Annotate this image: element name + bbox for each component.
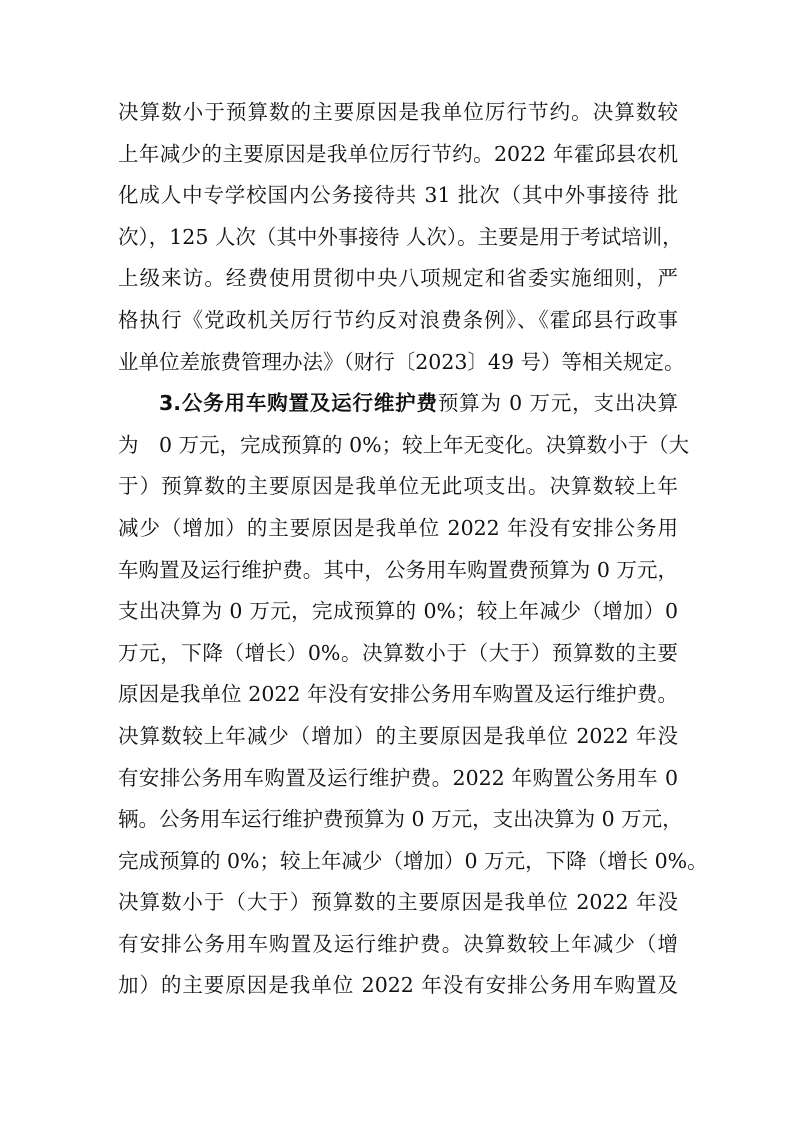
text-line: 次），125 人次（其中外事接待 人次）。主要是用于考试培训， xyxy=(118,224,683,249)
text-line: 完成预算的 0%；较上年减少（增加）0 万元，下降（增长 0%。 xyxy=(118,848,708,873)
section-heading: 3.公务用车购置及运行维护费 xyxy=(159,391,438,416)
text-line: 减少（增加）的主要原因是我单位 2022 年没有安排公务用 xyxy=(118,515,678,540)
text-line: 业单位差旅费管理办法》（财行〔2023〕49 号）等相关规定。 xyxy=(118,349,685,374)
paragraph-reception-expenses xyxy=(118,92,685,383)
text-line: 为 0 万元，完成预算的 0%；较上年无变化。决算数小于（大 xyxy=(118,432,690,457)
text-line: 辆。公务用车运行维护费预算为 0 万元，支出决算为 0 万元， xyxy=(118,807,683,832)
text-line: 决算数小于预算数的主要原因是我单位厉行节约。决算数较 xyxy=(118,100,678,124)
text-line: 万元，下降（增长）0%。决算数小于（大于）预算数的主要 xyxy=(118,640,678,665)
text-line: 支出决算为 0 万元，完成预算的 0%；较上年减少（增加）0 xyxy=(118,599,678,624)
text-line: 原因是我单位 2022 年没有安排公务用车购置及运行维护费。 xyxy=(118,682,678,707)
text-line: 化成人中专学校国内公务接待共 31 批次（其中外事接待 批 xyxy=(118,183,678,208)
document-body xyxy=(118,92,708,1007)
text-run: 预算为 0 万元，支出决算 xyxy=(437,391,678,416)
text-line: 有安排公务用车购置及运行维护费。2022 年购置公务用车 0 xyxy=(118,765,678,790)
text-line: 决算数小于（大于）预算数的主要原因是我单位 2022 年没 xyxy=(118,890,678,915)
text-line: 加）的主要原因是我单位 2022 年没有安排公务用车购置及 xyxy=(118,973,678,998)
text-line: 决算数较上年减少（增加）的主要原因是我单位 2022 年没 xyxy=(118,723,678,748)
text-line: 有安排公务用车购置及运行维护费。决算数较上年减少（增 xyxy=(118,931,678,956)
text-line: 上级来访。经费使用贯彻中央八项规定和省委实施细则，严 xyxy=(118,266,678,291)
text-line: 上年减少的主要原因是我单位厉行节约。2022 年霍邱县农机 xyxy=(118,141,678,166)
paragraph-first-line xyxy=(118,383,678,425)
text-line: 于）预算数的主要原因是我单位无此项支出。决算数较上年 xyxy=(118,474,678,499)
text-line: 车购置及运行维护费。其中，公务用车购置费预算为 0 万元， xyxy=(118,557,678,582)
text-line: 格执行《党政机关厉行节约反对浪费条例》、《霍邱县行政事 xyxy=(118,307,678,332)
paragraph-vehicle-expenses xyxy=(118,383,708,1007)
